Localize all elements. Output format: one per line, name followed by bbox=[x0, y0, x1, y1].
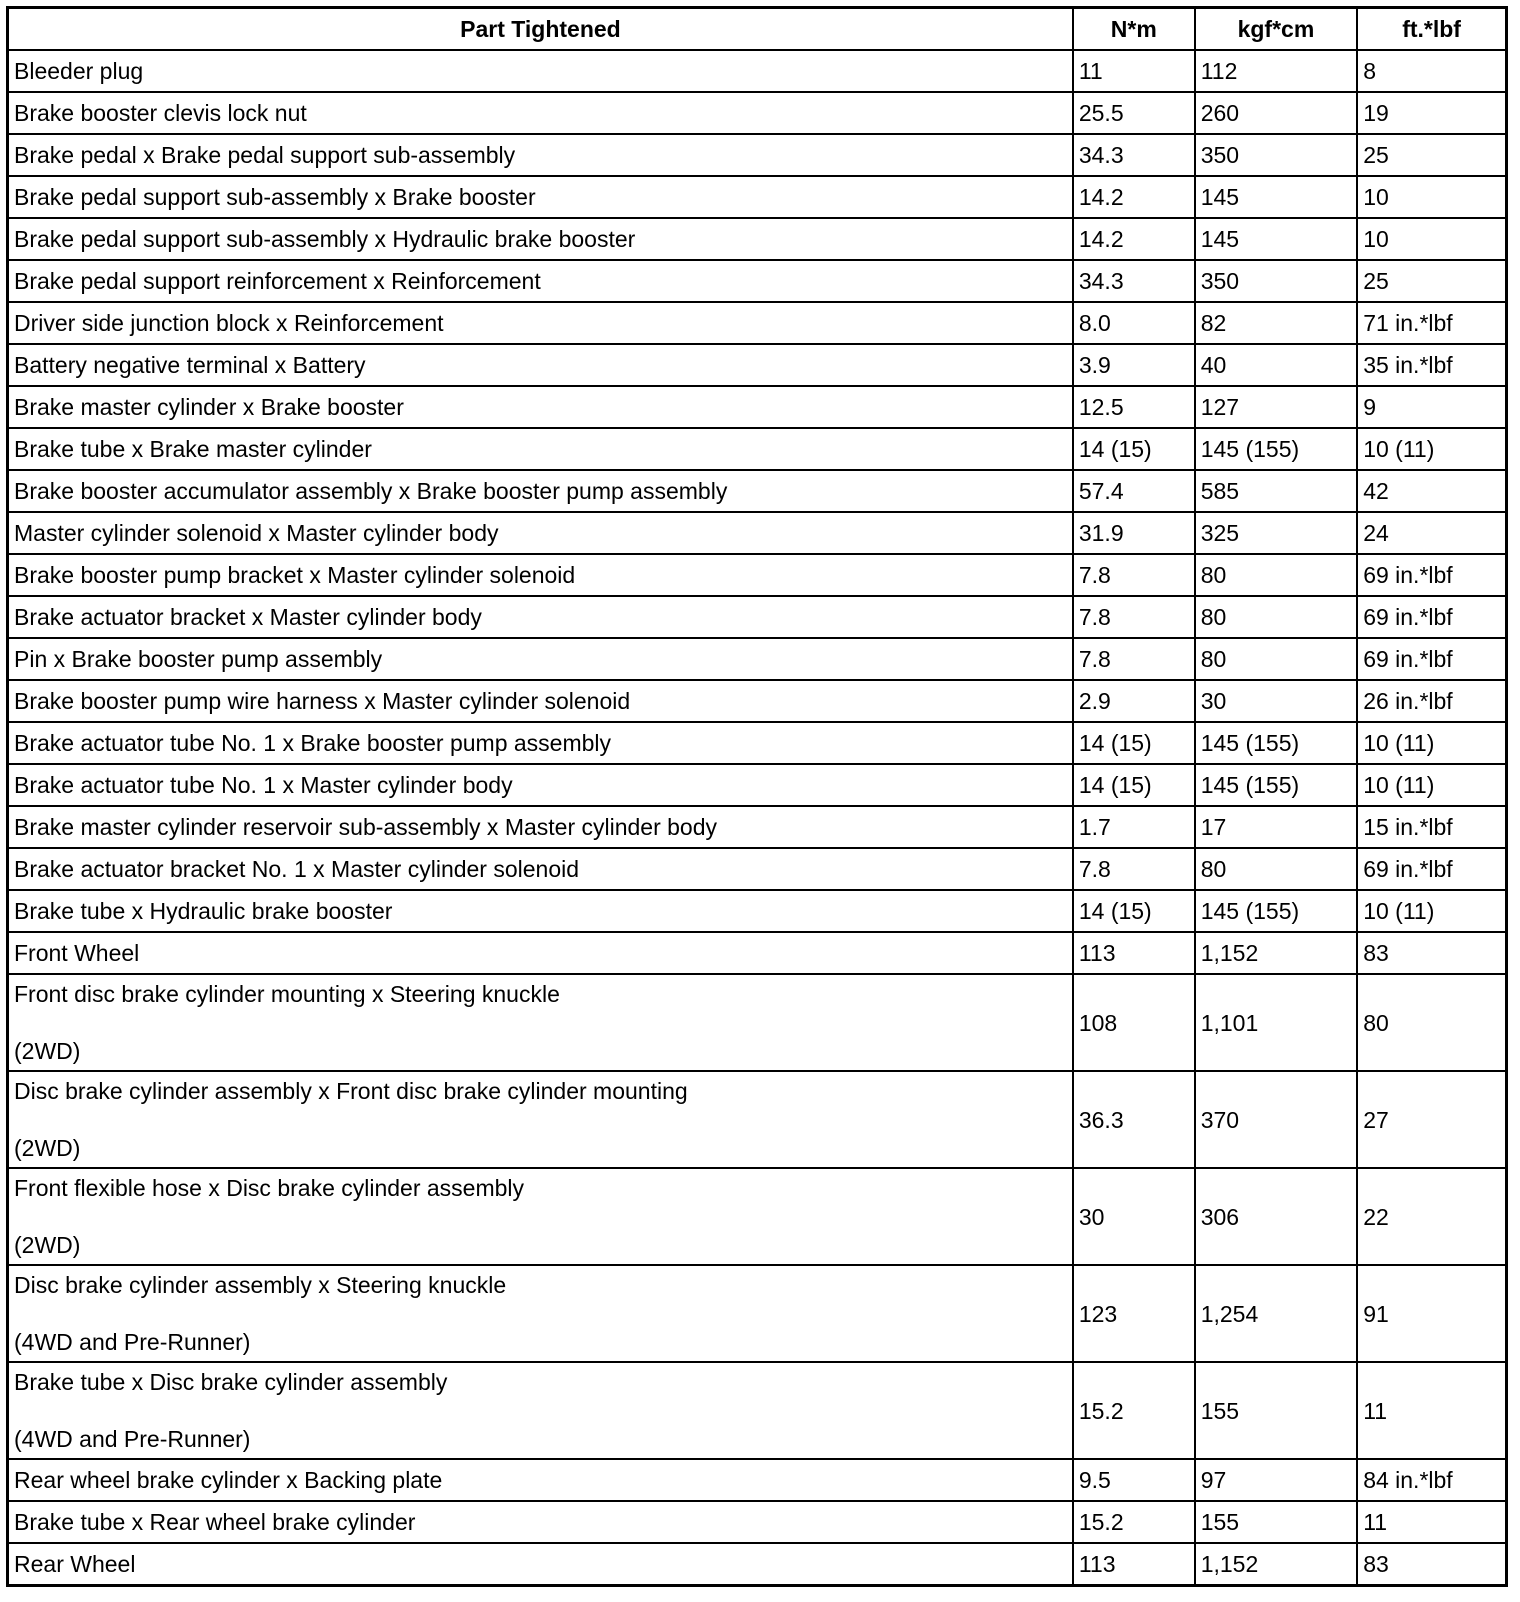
cell-kgf-cm: 1,254 bbox=[1195, 1265, 1357, 1362]
cell-kgf-cm: 260 bbox=[1195, 92, 1357, 134]
cell-ft-lbf: 69 in.*lbf bbox=[1357, 596, 1506, 638]
cell-ft-lbf: 27 bbox=[1357, 1071, 1506, 1168]
cell-ft-lbf: 10 bbox=[1357, 176, 1506, 218]
cell-part-tightened bbox=[8, 92, 1073, 134]
part-name: Brake booster pump bracket x Master cylinder solenoid bbox=[14, 562, 576, 588]
table-row bbox=[8, 680, 1507, 722]
cell-kgf-cm: 127 bbox=[1195, 386, 1357, 428]
part-condition-note: (2WD) bbox=[14, 1038, 81, 1064]
part-name: Brake pedal x Brake pedal support sub-assembly bbox=[14, 142, 516, 168]
cell-part-tightened bbox=[8, 260, 1073, 302]
table-row bbox=[8, 512, 1507, 554]
cell-kgf-cm: 155 bbox=[1195, 1501, 1357, 1543]
part-name: Brake tube x Hydraulic brake booster bbox=[14, 898, 393, 924]
cell-kgf-cm: 1,152 bbox=[1195, 932, 1357, 974]
cell-newton-meter: 34.3 bbox=[1073, 134, 1195, 176]
cell-part-tightened bbox=[8, 512, 1073, 554]
cell-newton-meter: 9.5 bbox=[1073, 1459, 1195, 1501]
cell-ft-lbf: 10 (11) bbox=[1357, 764, 1506, 806]
cell-kgf-cm: 80 bbox=[1195, 638, 1357, 680]
table-row bbox=[8, 806, 1507, 848]
cell-kgf-cm: 80 bbox=[1195, 554, 1357, 596]
cell-kgf-cm: 145 (155) bbox=[1195, 722, 1357, 764]
cell-newton-meter: 108 bbox=[1073, 974, 1195, 1071]
cell-newton-meter: 2.9 bbox=[1073, 680, 1195, 722]
cell-kgf-cm: 112 bbox=[1195, 50, 1357, 92]
table-row bbox=[8, 932, 1507, 974]
cell-part-tightened bbox=[8, 890, 1073, 932]
cell-part-tightened bbox=[8, 974, 1073, 1071]
part-name: Brake booster pump wire harness x Master cylinder solenoid bbox=[14, 688, 631, 714]
cell-ft-lbf: 71 in.*lbf bbox=[1357, 302, 1506, 344]
cell-newton-meter: 14.2 bbox=[1073, 218, 1195, 260]
cell-part-tightened bbox=[8, 1543, 1073, 1586]
part-name: Bleeder plug bbox=[14, 58, 144, 84]
part-name: Brake pedal support sub-assembly x Brake booster bbox=[14, 184, 536, 210]
part-name: Brake tube x Brake master cylinder bbox=[14, 436, 372, 462]
table-row bbox=[8, 974, 1507, 1071]
cell-newton-meter: 7.8 bbox=[1073, 596, 1195, 638]
cell-kgf-cm: 82 bbox=[1195, 302, 1357, 344]
cell-part-tightened bbox=[8, 764, 1073, 806]
cell-newton-meter: 123 bbox=[1073, 1265, 1195, 1362]
cell-part-tightened bbox=[8, 344, 1073, 386]
cell-part-tightened bbox=[8, 302, 1073, 344]
cell-newton-meter: 8.0 bbox=[1073, 302, 1195, 344]
table-row bbox=[8, 302, 1507, 344]
cell-part-tightened bbox=[8, 1265, 1073, 1362]
cell-ft-lbf: 83 bbox=[1357, 932, 1506, 974]
cell-newton-meter: 31.9 bbox=[1073, 512, 1195, 554]
cell-newton-meter: 113 bbox=[1073, 932, 1195, 974]
cell-newton-meter: 36.3 bbox=[1073, 1071, 1195, 1168]
cell-newton-meter: 7.8 bbox=[1073, 554, 1195, 596]
cell-ft-lbf: 80 bbox=[1357, 974, 1506, 1071]
part-name: Master cylinder solenoid x Master cylinder body bbox=[14, 520, 499, 546]
cell-ft-lbf: 91 bbox=[1357, 1265, 1506, 1362]
cell-newton-meter: 30 bbox=[1073, 1168, 1195, 1265]
cell-part-tightened bbox=[8, 638, 1073, 680]
part-name: Brake booster clevis lock nut bbox=[14, 100, 307, 126]
cell-part-tightened bbox=[8, 50, 1073, 92]
table-row bbox=[8, 554, 1507, 596]
table-row bbox=[8, 1543, 1507, 1586]
header-row bbox=[8, 8, 1507, 51]
cell-kgf-cm: 80 bbox=[1195, 596, 1357, 638]
header-kgf-cm: kgf*cm bbox=[1195, 8, 1357, 51]
table-row bbox=[8, 470, 1507, 512]
cell-kgf-cm: 350 bbox=[1195, 260, 1357, 302]
cell-ft-lbf: 25 bbox=[1357, 134, 1506, 176]
cell-kgf-cm: 97 bbox=[1195, 1459, 1357, 1501]
part-name: Brake actuator bracket x Master cylinder body bbox=[14, 604, 482, 630]
cell-kgf-cm: 145 (155) bbox=[1195, 890, 1357, 932]
cell-ft-lbf: 69 in.*lbf bbox=[1357, 848, 1506, 890]
cell-part-tightened bbox=[8, 176, 1073, 218]
cell-ft-lbf: 42 bbox=[1357, 470, 1506, 512]
cell-kgf-cm: 80 bbox=[1195, 848, 1357, 890]
part-name: Front disc brake cylinder mounting x Steering knuckle bbox=[14, 981, 560, 1007]
table-row bbox=[8, 890, 1507, 932]
table-row bbox=[8, 1071, 1507, 1168]
cell-ft-lbf: 84 in.*lbf bbox=[1357, 1459, 1506, 1501]
table-row bbox=[8, 722, 1507, 764]
part-name: Brake actuator tube No. 1 x Master cylinder body bbox=[14, 772, 513, 798]
header-ft-lbf: ft.*lbf bbox=[1357, 8, 1506, 51]
torque-specification-table bbox=[6, 6, 1508, 1587]
cell-kgf-cm: 306 bbox=[1195, 1168, 1357, 1265]
cell-part-tightened bbox=[8, 1459, 1073, 1501]
cell-part-tightened bbox=[8, 554, 1073, 596]
table-row bbox=[8, 638, 1507, 680]
cell-kgf-cm: 145 bbox=[1195, 176, 1357, 218]
cell-kgf-cm: 40 bbox=[1195, 344, 1357, 386]
cell-ft-lbf: 11 bbox=[1357, 1362, 1506, 1459]
table-row bbox=[8, 134, 1507, 176]
cell-newton-meter: 113 bbox=[1073, 1543, 1195, 1586]
cell-newton-meter: 14 (15) bbox=[1073, 722, 1195, 764]
part-name: Front Wheel bbox=[14, 940, 140, 966]
table-row bbox=[8, 1362, 1507, 1459]
cell-kgf-cm: 145 bbox=[1195, 218, 1357, 260]
cell-part-tightened bbox=[8, 596, 1073, 638]
header-part-tightened: Part Tightened bbox=[8, 8, 1073, 51]
part-name: Brake pedal support sub-assembly x Hydraulic brake booster bbox=[14, 226, 636, 252]
part-condition-note: (4WD and Pre-Runner) bbox=[14, 1426, 251, 1452]
cell-ft-lbf: 10 (11) bbox=[1357, 428, 1506, 470]
cell-ft-lbf: 83 bbox=[1357, 1543, 1506, 1586]
table-header bbox=[8, 8, 1507, 51]
part-condition-note: (4WD and Pre-Runner) bbox=[14, 1329, 251, 1355]
header-newton-meter: N*m bbox=[1073, 8, 1195, 51]
cell-part-tightened bbox=[8, 680, 1073, 722]
cell-kgf-cm: 17 bbox=[1195, 806, 1357, 848]
cell-ft-lbf: 10 bbox=[1357, 218, 1506, 260]
cell-newton-meter: 15.2 bbox=[1073, 1362, 1195, 1459]
cell-part-tightened bbox=[8, 134, 1073, 176]
cell-newton-meter: 7.8 bbox=[1073, 848, 1195, 890]
cell-ft-lbf: 25 bbox=[1357, 260, 1506, 302]
cell-kgf-cm: 145 (155) bbox=[1195, 428, 1357, 470]
part-name: Brake tube x Disc brake cylinder assembly bbox=[14, 1369, 448, 1395]
table-row bbox=[8, 386, 1507, 428]
cell-part-tightened bbox=[8, 1168, 1073, 1265]
cell-newton-meter: 34.3 bbox=[1073, 260, 1195, 302]
cell-newton-meter: 14 (15) bbox=[1073, 428, 1195, 470]
table-row bbox=[8, 92, 1507, 134]
part-name: Battery negative terminal x Battery bbox=[14, 352, 366, 378]
cell-ft-lbf: 15 in.*lbf bbox=[1357, 806, 1506, 848]
cell-newton-meter: 14.2 bbox=[1073, 176, 1195, 218]
part-name: Brake actuator bracket No. 1 x Master cylinder solenoid bbox=[14, 856, 580, 882]
cell-ft-lbf: 24 bbox=[1357, 512, 1506, 554]
cell-part-tightened bbox=[8, 428, 1073, 470]
table-row bbox=[8, 596, 1507, 638]
cell-kgf-cm: 30 bbox=[1195, 680, 1357, 722]
cell-newton-meter: 15.2 bbox=[1073, 1501, 1195, 1543]
cell-kgf-cm: 585 bbox=[1195, 470, 1357, 512]
table-body bbox=[8, 50, 1507, 1586]
cell-newton-meter: 14 (15) bbox=[1073, 890, 1195, 932]
part-name: Driver side junction block x Reinforcement bbox=[14, 310, 444, 336]
cell-newton-meter: 1.7 bbox=[1073, 806, 1195, 848]
cell-newton-meter: 57.4 bbox=[1073, 470, 1195, 512]
cell-kgf-cm: 1,152 bbox=[1195, 1543, 1357, 1586]
cell-part-tightened bbox=[8, 806, 1073, 848]
cell-newton-meter: 11 bbox=[1073, 50, 1195, 92]
cell-kgf-cm: 325 bbox=[1195, 512, 1357, 554]
cell-ft-lbf: 11 bbox=[1357, 1501, 1506, 1543]
cell-ft-lbf: 19 bbox=[1357, 92, 1506, 134]
part-name: Pin x Brake booster pump assembly bbox=[14, 646, 383, 672]
part-name: Brake pedal support reinforcement x Reinforcement bbox=[14, 268, 541, 294]
part-name: Brake master cylinder reservoir sub-assembly x Master cylinder body bbox=[14, 814, 718, 840]
part-name: Disc brake cylinder assembly x Front disc brake cylinder mounting bbox=[14, 1078, 688, 1104]
part-name: Front flexible hose x Disc brake cylinder assembly bbox=[14, 1175, 525, 1201]
table-row bbox=[8, 260, 1507, 302]
cell-newton-meter: 12.5 bbox=[1073, 386, 1195, 428]
table-row bbox=[8, 848, 1507, 890]
cell-part-tightened bbox=[8, 932, 1073, 974]
table-row bbox=[8, 218, 1507, 260]
table-row bbox=[8, 1265, 1507, 1362]
cell-part-tightened bbox=[8, 218, 1073, 260]
cell-kgf-cm: 155 bbox=[1195, 1362, 1357, 1459]
part-name: Rear Wheel bbox=[14, 1551, 136, 1577]
table-row bbox=[8, 176, 1507, 218]
part-name: Brake booster accumulator assembly x Brake booster pump assembly bbox=[14, 478, 728, 504]
cell-part-tightened bbox=[8, 848, 1073, 890]
cell-part-tightened bbox=[8, 1501, 1073, 1543]
part-name: Rear wheel brake cylinder x Backing plate bbox=[14, 1467, 443, 1493]
cell-ft-lbf: 69 in.*lbf bbox=[1357, 638, 1506, 680]
table-row bbox=[8, 1501, 1507, 1543]
cell-kgf-cm: 145 (155) bbox=[1195, 764, 1357, 806]
cell-part-tightened bbox=[8, 470, 1073, 512]
cell-ft-lbf: 10 (11) bbox=[1357, 890, 1506, 932]
cell-part-tightened bbox=[8, 722, 1073, 764]
cell-ft-lbf: 8 bbox=[1357, 50, 1506, 92]
cell-part-tightened bbox=[8, 1362, 1073, 1459]
cell-newton-meter: 14 (15) bbox=[1073, 764, 1195, 806]
part-condition-note: (2WD) bbox=[14, 1232, 81, 1258]
cell-ft-lbf: 22 bbox=[1357, 1168, 1506, 1265]
cell-kgf-cm: 370 bbox=[1195, 1071, 1357, 1168]
cell-newton-meter: 3.9 bbox=[1073, 344, 1195, 386]
table-row bbox=[8, 764, 1507, 806]
table-row bbox=[8, 344, 1507, 386]
cell-ft-lbf: 9 bbox=[1357, 386, 1506, 428]
cell-kgf-cm: 350 bbox=[1195, 134, 1357, 176]
table-row bbox=[8, 50, 1507, 92]
cell-newton-meter: 25.5 bbox=[1073, 92, 1195, 134]
table-row bbox=[8, 1459, 1507, 1501]
cell-kgf-cm: 1,101 bbox=[1195, 974, 1357, 1071]
part-condition-note: (2WD) bbox=[14, 1135, 81, 1161]
part-name: Disc brake cylinder assembly x Steering knuckle bbox=[14, 1272, 507, 1298]
cell-part-tightened bbox=[8, 386, 1073, 428]
part-name: Brake master cylinder x Brake booster bbox=[14, 394, 404, 420]
cell-ft-lbf: 26 in.*lbf bbox=[1357, 680, 1506, 722]
cell-ft-lbf: 69 in.*lbf bbox=[1357, 554, 1506, 596]
table-row bbox=[8, 428, 1507, 470]
cell-part-tightened bbox=[8, 1071, 1073, 1168]
cell-ft-lbf: 35 in.*lbf bbox=[1357, 344, 1506, 386]
cell-ft-lbf: 10 (11) bbox=[1357, 722, 1506, 764]
cell-newton-meter: 7.8 bbox=[1073, 638, 1195, 680]
part-name: Brake actuator tube No. 1 x Brake booster pump assembly bbox=[14, 730, 612, 756]
table-row bbox=[8, 1168, 1507, 1265]
part-name: Brake tube x Rear wheel brake cylinder bbox=[14, 1509, 416, 1535]
